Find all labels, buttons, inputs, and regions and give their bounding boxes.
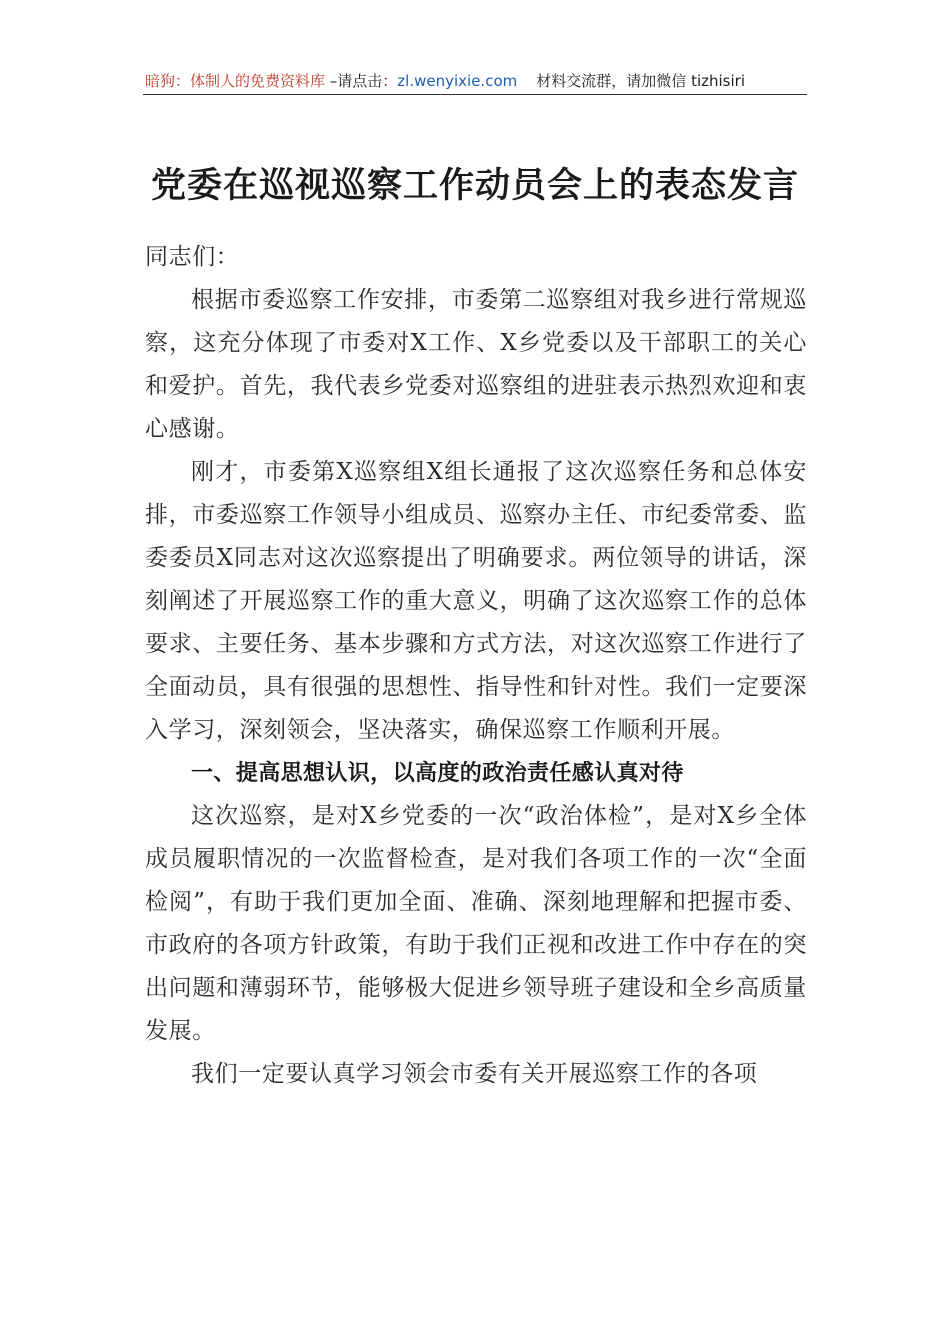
section-heading: 一、提高思想认识，以高度的政治责任感认真对待 xyxy=(191,761,684,786)
header-link-prefix: –请点击： xyxy=(325,72,398,90)
header-brand: 暗狗：体制人的免费资料库 xyxy=(145,72,326,90)
document-title: 党委在巡视巡察工作动员会上的表态发言 xyxy=(150,165,799,206)
header-divider xyxy=(143,94,807,95)
header-contact: 材料交流群，请加微信 tizhisiri xyxy=(517,72,745,90)
page-header xyxy=(145,68,805,94)
header-url-link[interactable]: zl.wenyixie.com xyxy=(397,72,518,90)
paragraph: 根据市委巡察工作安排，市委第二巡察组对我乡进行常规巡察，这充分体现了市委对X工作、X乡党委以及干部职工的关心和爱护。首先，我代表乡党委对巡察组的进驻表示热烈欢迎和衷心感谢。 xyxy=(145,287,807,442)
paragraph: 这次巡察，是对X乡党委的一次“政治体检”，是对X乡全体成员履职情况的一次监督检查，是对我们各项工作的一次“全面检阅”，有助于我们更加全面、准确、深刻地理解和把握市委、市政府的各项方针政策，有助于我们正视和改进工作中存在的突出问题和薄弱环节，能够极大促进乡领导班子建设和全乡高质量发展。 xyxy=(145,803,807,1044)
salutation: 同志们： xyxy=(145,244,240,270)
document-body xyxy=(145,236,807,1096)
paragraph: 我们一定要认真学习领会市委有关开展巡察工作的各项 xyxy=(191,1061,758,1087)
paragraph: 刚才，市委第X巡察组X组长通报了这次巡察任务和总体安排，市委巡察工作领导小组成员、巡察办主任、市纪委常委、监委委员X同志对这次巡察提出了明确要求。两位领导的讲话，深刻阐述了开展巡察工作的重大意义，明确了这次巡察工作的总体要求、主要任务、基本步骤和方式方法，对这次巡察工作进行了全面动员，具有很强的思想性、指导性和针对性。我们一定要深入学习，深刻领会，坚决落实，确保巡察工作顺利开展。 xyxy=(145,459,807,743)
